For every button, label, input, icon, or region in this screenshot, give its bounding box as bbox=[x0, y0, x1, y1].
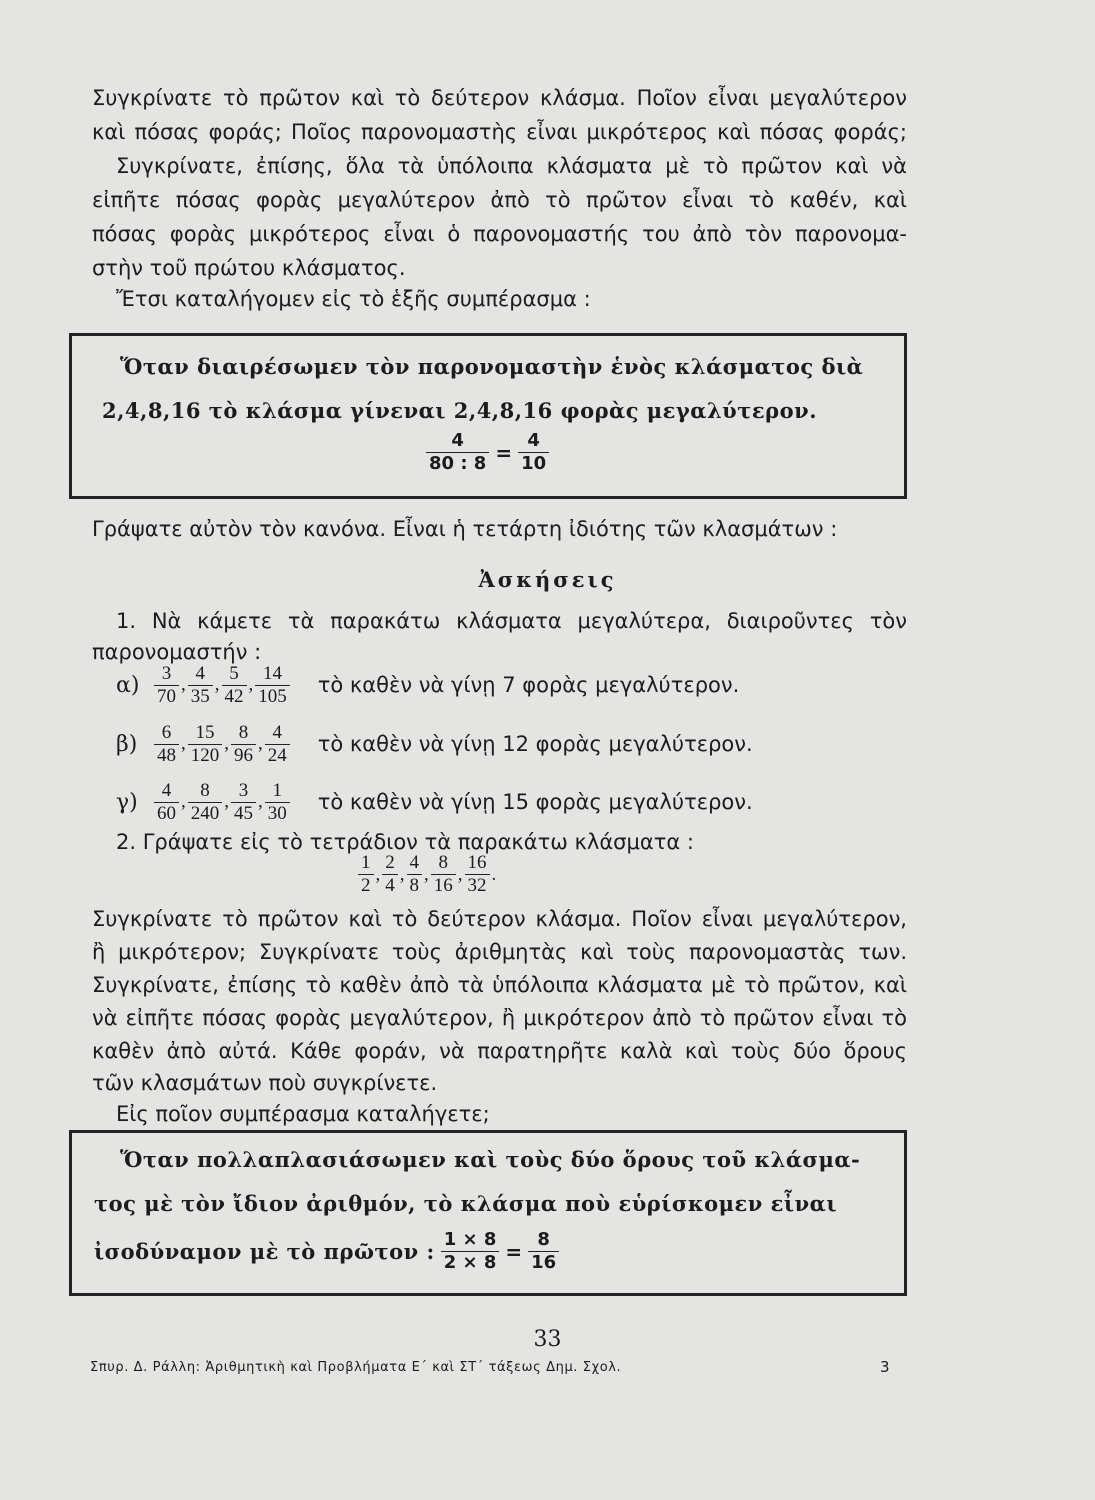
exercise1-row-a: α) $\frac{3}{70}$ , $\frac{4}{35}$ , $\frac{5}{42}$ , $\frac{14}{105}$ τὸ καθὲν νὰ γίνῃ 7 φορὰς μεγαλύτερον. bbox=[116, 662, 740, 707]
fraction bbox=[407, 852, 423, 897]
fraction-numerator: 3 bbox=[161, 662, 172, 684]
exercise2-fractions: $\frac{1}{2}$ , $\frac{2}{4}$ , $\frac{4}{8}$ , $\frac{8}{16}$ , $\frac{16}{32}$ . bbox=[356, 852, 496, 897]
row-instruction: τὸ καθὲν νὰ γίνῃ 7 φορὰς μεγαλύτερον. bbox=[317, 673, 740, 697]
exercise1-line-1: 1. Νὰ κάμετε τὰ παρακάτω κλάσματα μεγαλύτερα, διαιροῦντες τὸν bbox=[116, 609, 907, 633]
fraction-denominator: 8 bbox=[407, 874, 423, 897]
exercise1-row-b: β) $\frac{6}{48}$ , $\frac{15}{120}$ , $\frac{8}{96}$ , $\frac{4}{24}$ τὸ καθὲν νὰ γίνῃ 12 φορὰς μεγαλύτερον. bbox=[116, 721, 753, 766]
exercise1-line-2: παρονομαστήν : bbox=[92, 640, 262, 664]
fraction bbox=[431, 852, 456, 897]
fraction-denominator: 240 bbox=[188, 802, 223, 825]
fraction-denominator: 16 bbox=[431, 874, 456, 897]
fraction-numerator: 8 bbox=[238, 721, 249, 743]
compare-line-3: Συγκρίνατε, ἐπίσης τὸ καθὲν ἀπὸ τὰ ὑπόλοιπα κλάσματα μὲ τὸ πρῶτον, καὶ bbox=[92, 973, 907, 997]
fraction-numerator: 1 bbox=[361, 852, 371, 873]
fraction-denominator: 2 bbox=[358, 874, 374, 897]
row-label: β) bbox=[116, 731, 138, 757]
rule2-line-3-row bbox=[94, 1229, 561, 1274]
intro-line-3: Συγκρίνατε, ἐπίσης, ὅλα τὰ ὑπόλοιπα κλάσματα μὲ τὸ πρῶτον καὶ νὰ bbox=[116, 154, 907, 178]
page-number: 33 bbox=[533, 1327, 562, 1352]
fraction bbox=[154, 663, 179, 708]
compare-line-4: νὰ εἰπῆτε πόσας φορὰς μεγαλύτερον, ἢ μικρότερον ἀπὸ τὸ πρῶτον εἶναι τὸ bbox=[92, 1006, 907, 1030]
equals-sign: = bbox=[495, 440, 513, 465]
fraction bbox=[265, 722, 290, 767]
fraction-numerator: 2 bbox=[385, 852, 395, 873]
equals-sign: = bbox=[505, 1239, 523, 1264]
fraction-numerator: 15 bbox=[195, 721, 215, 743]
fraction bbox=[222, 663, 247, 708]
compare-line-7: Εἰς ποῖον συμπέρασμα καταλήγετε; bbox=[116, 1102, 490, 1126]
rule1-fraction-left bbox=[426, 430, 489, 475]
row-label: γ) bbox=[116, 789, 138, 815]
rule2-fraction-left bbox=[441, 1229, 500, 1274]
fraction bbox=[231, 780, 256, 825]
fraction bbox=[154, 722, 179, 767]
fraction-denominator: 24 bbox=[265, 744, 290, 767]
fraction-denominator: 60 bbox=[154, 802, 179, 825]
fraction-denominator: 16 bbox=[528, 1251, 559, 1274]
rule1-line-1: Ὅταν διαιρέσωμεν τὸν παρονομαστὴν ἑνὸς κλάσματος διὰ bbox=[120, 354, 864, 379]
fraction-denominator: 48 bbox=[154, 744, 179, 767]
rule2-fraction-right bbox=[528, 1229, 559, 1274]
fraction-numerator: 8 bbox=[537, 1229, 550, 1250]
footer-citation: Σπυρ. Δ. Ράλλη: Ἀριθμητικὴ καὶ Προβλήματα Ε΄ καὶ ΣΤ΄ τάξεως Δημ. Σχολ. bbox=[90, 1360, 622, 1375]
fraction bbox=[358, 852, 374, 897]
rule-box-2 bbox=[69, 1130, 907, 1296]
fraction-numerator: 8 bbox=[438, 852, 448, 873]
rule1-line-2: 2,4,8,16 τὸ κλάσμα γίνεναι 2,4,8,16 φορὰς μεγαλύτερον. bbox=[102, 398, 818, 423]
fraction-numerator: 1 × 8 bbox=[443, 1229, 497, 1250]
compare-line-5: καθὲν ἀπὸ αὐτά. Κάθε φοράν, νὰ παρατηρῆτε καλὰ καὶ τοὺς δύο ὅρους bbox=[92, 1039, 907, 1063]
rule2-line-1: Ὅταν πολλαπλασιάσωμεν καὶ τοὺς δύο ὅρους τοῦ κλάσμα- bbox=[120, 1147, 861, 1172]
fraction bbox=[188, 722, 223, 767]
intro-line-7: Ἔτσι καταλήγομεν εἰς τὸ ἑξῆς συμπέρασμα : bbox=[116, 287, 591, 311]
fraction-numerator: 1 bbox=[272, 779, 282, 801]
fraction-numerator: 16 bbox=[467, 852, 487, 873]
after-rule1-text: Γράψατε αὐτὸν τὸν κανόνα. Εἶναι ἡ τετάρτη ἰδιότης τῶν κλασμάτων : bbox=[92, 517, 838, 541]
fraction bbox=[154, 780, 179, 825]
fraction bbox=[255, 663, 290, 708]
fraction-denominator: 30 bbox=[265, 802, 290, 825]
fraction bbox=[231, 722, 256, 767]
fraction-numerator: 5 bbox=[229, 662, 239, 684]
fraction-numerator: 4 bbox=[272, 721, 282, 743]
intro-line-2: καὶ πόσας φοράς; Ποῖος παρονομαστὴς εἶναι μικρότερος καὶ πόσας φοράς; bbox=[92, 120, 907, 144]
fraction-numerator: 8 bbox=[200, 779, 210, 801]
fraction-denominator: 2 × 8 bbox=[441, 1251, 500, 1274]
fraction bbox=[188, 780, 223, 825]
intro-line-1: Συγκρίνατε τὸ πρῶτον καὶ τὸ δεύτερον κλάσμα. Ποῖον εἶναι μεγαλύτερον bbox=[92, 86, 907, 110]
fraction-numerator: 14 bbox=[263, 662, 282, 684]
fraction-denominator: 80 : 8 bbox=[426, 452, 489, 475]
fraction-denominator: 120 bbox=[188, 744, 223, 767]
fraction-numerator: 4 bbox=[451, 430, 464, 451]
fraction-denominator: 105 bbox=[255, 685, 290, 708]
fraction-numerator: 4 bbox=[527, 430, 540, 451]
rule-box-1 bbox=[69, 333, 907, 499]
rule1-equation bbox=[424, 430, 551, 475]
fraction-numerator: 4 bbox=[195, 662, 205, 684]
fraction-denominator: 32 bbox=[465, 874, 490, 897]
row-label: α) bbox=[116, 672, 140, 698]
fraction-denominator: 10 bbox=[518, 452, 549, 475]
row-instruction: τὸ καθὲν νὰ γίνῃ 15 φορὰς μεγαλύτερον. bbox=[317, 790, 753, 814]
exercise1-row-c: γ) $\frac{4}{60}$ , $\frac{8}{240}$ , $\frac{3}{45}$ , $\frac{1}{30}$ τὸ καθὲν νὰ γίνῃ 15 φορὰς μεγαλύτερον. bbox=[116, 779, 753, 824]
fraction-denominator: 70 bbox=[154, 685, 179, 708]
intro-line-4: εἰπῆτε πόσας φορὰς μεγαλύτερον ἀπὸ τὸ πρῶτον εἶναι τὸ καθέν, καὶ bbox=[92, 188, 907, 212]
rule2-line-3: ἰσοδύναμον μὲ τὸ πρῶτον : bbox=[94, 1239, 435, 1264]
exercise2-line-1: 2. Γράψατε εἰς τὸ τετράδιον τὰ παρακάτω κλάσματα : bbox=[116, 830, 694, 854]
fraction-denominator: 96 bbox=[231, 744, 256, 767]
fraction-numerator: 6 bbox=[161, 721, 172, 743]
intro-line-6: στὴν τοῦ πρώτου κλάσματος. bbox=[92, 256, 406, 280]
fraction-numerator: 3 bbox=[238, 779, 249, 801]
rule2-line-2: τος μὲ τὸν ἴδιον ἀριθμόν, τὸ κλάσμα ποὺ εὑρίσκομεν εἶναι bbox=[94, 1191, 837, 1216]
fraction-numerator: 4 bbox=[161, 779, 172, 801]
fraction-denominator: 35 bbox=[188, 685, 213, 708]
compare-line-2: ἢ μικρότερον; Συγκρίνατε τοὺς ἀριθμητὰς καὶ τοὺς παρονομαστὰς των. bbox=[92, 940, 907, 964]
fraction bbox=[382, 852, 398, 897]
fraction bbox=[188, 663, 213, 708]
fraction-denominator: 4 bbox=[382, 874, 398, 897]
fraction-numerator: 4 bbox=[409, 852, 419, 873]
intro-line-5: πόσας φορὰς μικρότερος εἶναι ὁ παρονομαστής του ἀπὸ τὸν παρονομα- bbox=[92, 222, 907, 246]
rule1-fraction-right bbox=[518, 430, 549, 475]
compare-line-6: τῶν κλασμάτων ποὺ συγκρίνετε. bbox=[92, 1071, 438, 1095]
exercises-heading: Ἀσκήσεις bbox=[478, 567, 617, 592]
row-instruction: τὸ καθὲν νὰ γίνῃ 12 φορὰς μεγαλύτερον. bbox=[317, 732, 753, 756]
fraction-denominator: 42 bbox=[222, 685, 247, 708]
fraction bbox=[465, 852, 490, 897]
footer-sheet-number: 3 bbox=[880, 1358, 890, 1376]
fraction-denominator: 45 bbox=[231, 802, 256, 825]
fraction bbox=[265, 780, 290, 825]
compare-line-1: Συγκρίνατε τὸ πρῶτον καὶ τὸ δεύτερον κλάσμα. Ποῖον εἶναι μεγαλύτερον, bbox=[92, 907, 907, 931]
